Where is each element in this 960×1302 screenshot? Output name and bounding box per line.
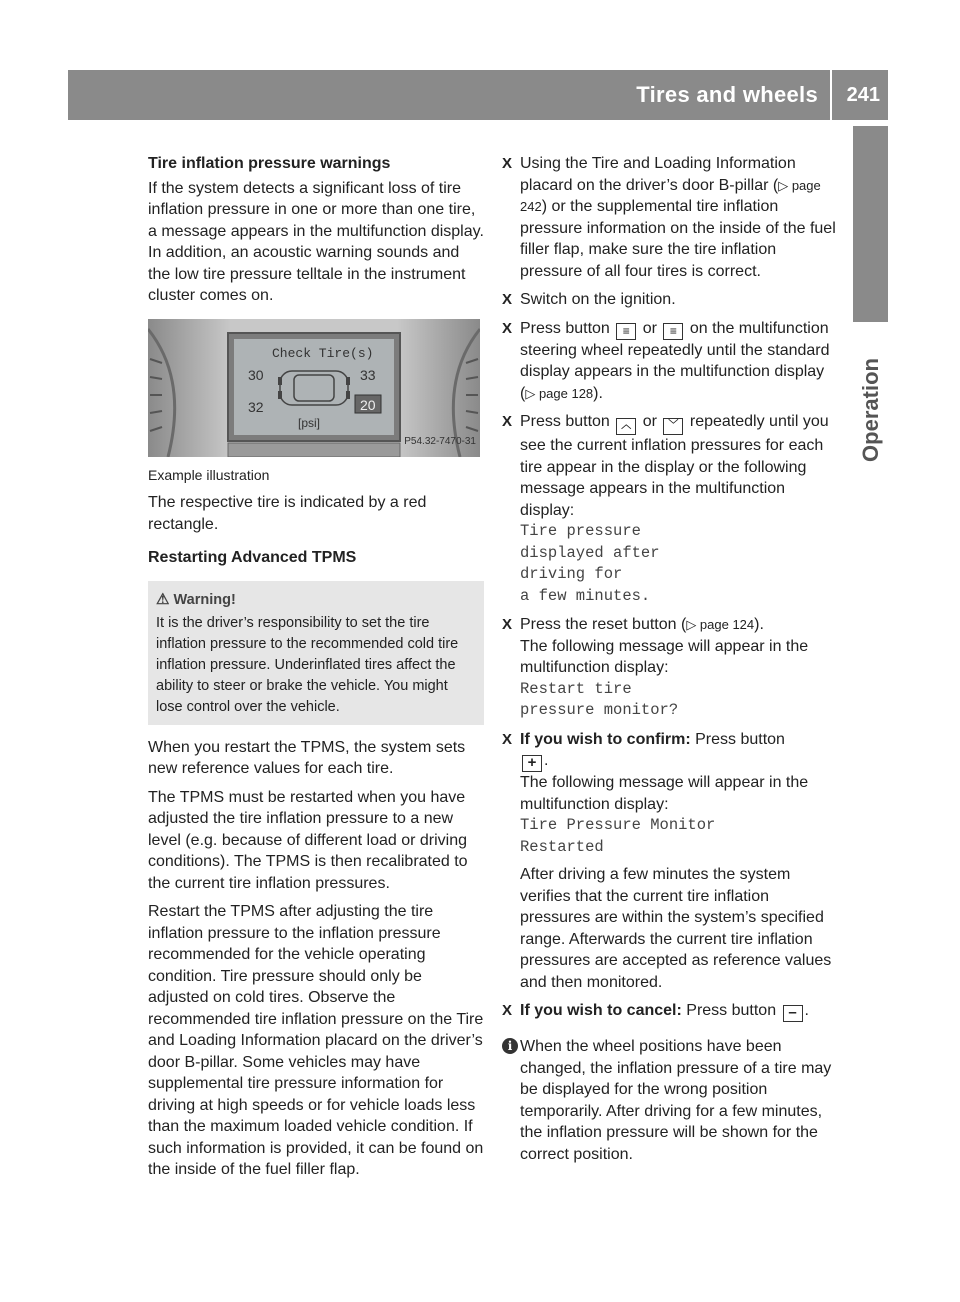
step-text: Press button <box>520 319 610 337</box>
restart-paragraph-1: When you restart the TPMS, the system sets new reference values for each tire. <box>148 738 466 777</box>
header-bar <box>68 70 888 120</box>
display-message-line: Tire Pressure Monitor <box>520 816 716 834</box>
indicated-paragraph: The respective tire is indicated by a red rectangle. <box>148 494 427 533</box>
figure-code: P54.32-7470-31 <box>404 436 476 447</box>
step-text: Press button <box>520 413 610 430</box>
step-show-pressures <box>502 411 836 607</box>
down-arrow-button-icon: ﹀ <box>663 418 683 435</box>
step-text: The following message will appear in the multifunction display: <box>520 637 809 676</box>
step-text: or <box>642 319 657 337</box>
display-message-line: a few minutes. <box>520 586 651 605</box>
restart-paragraph-2: The TPMS must be restarted when you have adjusted the tire inflation pressure to a new level (e.g. because of different load or driving conditions). The TPMS is then recalibrated to the current tire inflation pressures. <box>148 788 468 892</box>
step-text: Press the reset button ( <box>520 616 687 633</box>
step-marker-icon: X <box>502 291 513 308</box>
side-tab-marker <box>853 126 888 322</box>
step-text: or <box>642 413 657 430</box>
warning-triangle-icon: ⚠ <box>156 590 170 608</box>
tire-value-fr: 33 <box>360 366 376 383</box>
tire-value-rr: 20 <box>360 396 376 413</box>
side-tab <box>846 330 896 490</box>
step-marker-icon: X <box>502 413 513 430</box>
menu-forward-button-icon: ≡ <box>663 323 683 340</box>
page-reference: ▷ page 242 <box>520 177 821 214</box>
step-text: ). <box>754 616 764 633</box>
info-note <box>502 1036 836 1165</box>
tire-value-rl: 32 <box>248 398 264 415</box>
step-text: . <box>544 752 549 769</box>
restart-paragraph-3: Restart the TPMS after adjusting the tire inflation pressure to the inflation pressure recommended for the vehicle operating condition. Tire pressure should only be adjusted on cold tires. Observe the recommended tire inflation pressure on the Tire and Loading Information placard on the driver’s door B-pillar. Some vehicles may have supplemental tire pressure information for driving at high speeds or for vehicle loads less than the maximum loaded vehicle condition. If such information is provided, it can be found on the inside of the fuel filler flap. <box>148 903 484 1178</box>
step-confirm <box>502 729 836 994</box>
step-marker-icon: X <box>502 319 513 337</box>
side-tab-label: Operation <box>858 358 883 462</box>
step-condition: If you wish to cancel: <box>520 1002 682 1019</box>
step-text: After driving a few minutes the system verifies that the current tire inflation pressures are within the system’s specified range. Afterwards the current tire inflation pressures are accepted as reference values and then monitored. <box>520 866 832 991</box>
step-text: Using the Tire and Loading Information placard on the driver’s door B-pillar ( <box>520 155 796 194</box>
step-cancel <box>502 1000 836 1022</box>
step-text: ) or the supplemental tire inflation pressure information on the inside of the fuel filler flap, make sure the tire inflation pressure of all four tires is correct. <box>520 198 836 280</box>
display-message-line: driving for <box>520 565 623 583</box>
menu-back-button-icon: ≡ <box>616 323 636 340</box>
plus-button-icon: + <box>522 755 542 772</box>
display-message-line: pressure monitor? <box>520 701 679 719</box>
step-reset <box>502 614 836 722</box>
step-marker-icon: X <box>502 155 513 172</box>
display-message-line: Restart tire <box>520 679 632 698</box>
page-number: 241 <box>846 84 880 106</box>
warnings-heading: Tire inflation pressure warnings <box>148 155 391 172</box>
step-text: The following message will appear in the multifunction display: <box>520 774 809 813</box>
tpms-illustration <box>148 319 480 457</box>
warning-title-row <box>156 589 478 611</box>
page-reference: ▷ page 128 <box>525 385 594 401</box>
step-text: on the multifunction steering wheel repeatedly until the standard display appears in the multifunction display ( <box>520 319 830 402</box>
left-column <box>148 153 484 1188</box>
step-marker-icon: X <box>502 1002 513 1019</box>
display-message-line: Restarted <box>520 837 604 856</box>
restart-heading: Restarting Advanced TPMS <box>148 549 357 566</box>
display-message: Check Tire(s) <box>272 345 374 361</box>
step-text: . <box>804 1002 809 1019</box>
warning-text: It is the driver’s responsibility to set the tire inflation pressure to the recommended cold tire inflation pressure. Underinflated tires affect the ability to steer or brake the vehicle. You might lose control over the vehicle. <box>156 614 459 715</box>
figure-caption: Example illustration <box>148 466 270 483</box>
step-text: Press button <box>695 730 785 748</box>
step-text: ). <box>593 384 603 402</box>
display-message-line: Tire pressure <box>520 522 641 540</box>
step-text: Switch on the ignition. <box>520 291 676 308</box>
step-select-display <box>502 318 836 405</box>
step-condition: If you wish to confirm: <box>520 730 691 748</box>
step-check-pressure <box>502 153 836 282</box>
display-message-line: displayed after <box>520 543 660 562</box>
step-marker-icon: X <box>502 616 513 633</box>
section-title: Tires and wheels <box>636 82 818 107</box>
tire-value-fl: 30 <box>248 366 264 383</box>
warnings-paragraph: If the system detects a significant loss of tire inflation pressure in one or more than one tire, a message appears in the multifunction display. In addition, an acoustic warning sounds and the low tire pressure telltale in the instrument cluster comes on. <box>148 179 484 304</box>
display-unit: [psi] <box>298 415 321 430</box>
step-text: Press button <box>686 1002 777 1019</box>
step-marker-icon: X <box>502 730 513 748</box>
warning-box <box>148 581 484 725</box>
step-text: repeatedly until you see the current inflation pressures for each tire appear in the display or the following message appears in the multifunction display: <box>520 413 829 519</box>
info-text: When the wheel positions have been changed, the inflation pressure of a tire may be displayed for the wrong position temporarily. After driving for a few minutes, the inflation pressure will be shown for the correct position. <box>520 1038 832 1163</box>
header-divider <box>830 70 832 120</box>
up-arrow-button-icon: ︿ <box>616 418 636 435</box>
minus-button-icon: – <box>783 1005 803 1022</box>
step-ignition <box>502 289 836 311</box>
warning-title: Warning! <box>173 591 236 608</box>
info-icon: i <box>502 1038 518 1054</box>
page-reference: ▷ page 124 <box>686 617 755 632</box>
right-column <box>502 153 836 1165</box>
